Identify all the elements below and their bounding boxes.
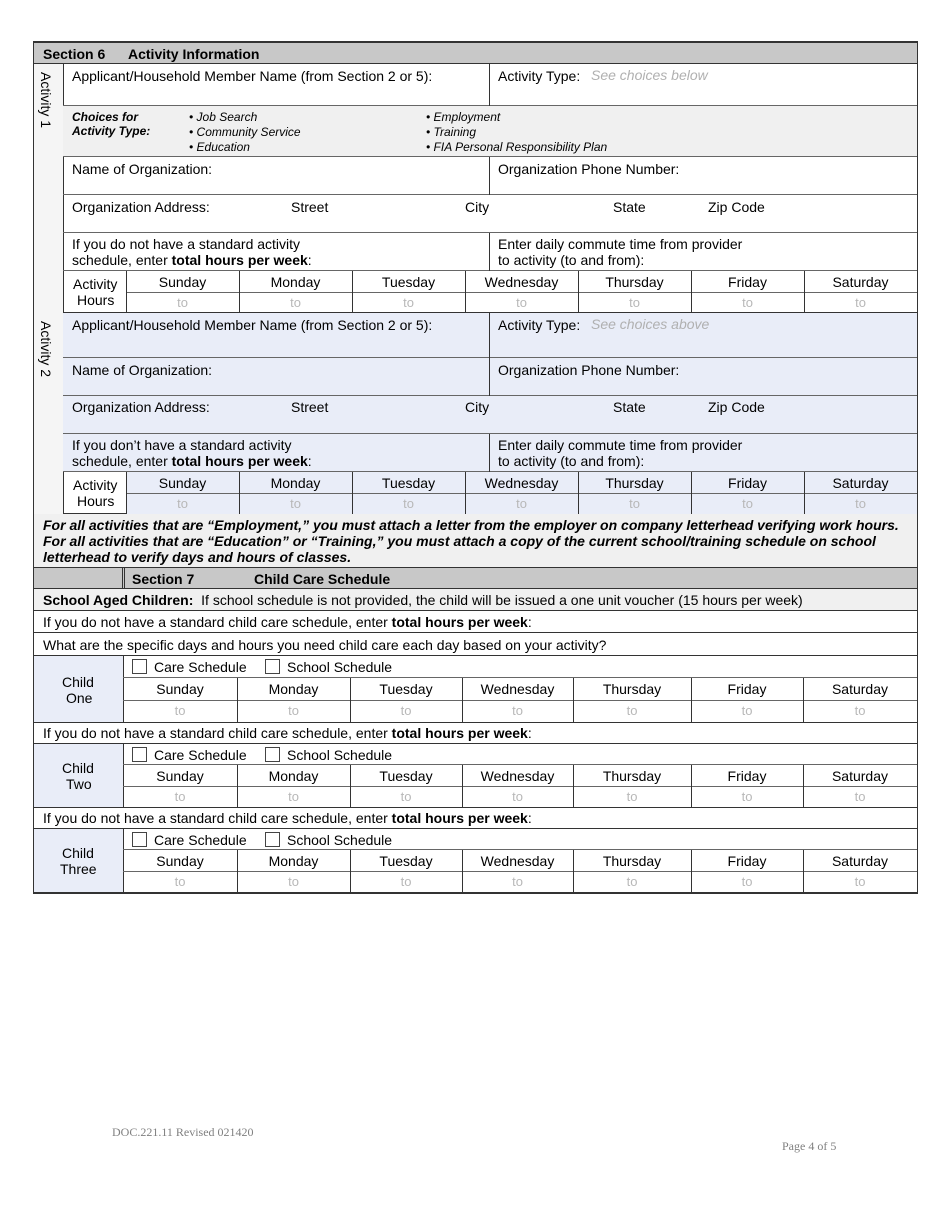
child-two-schedule bbox=[123, 744, 917, 808]
activity1-hours-label-1: Activity bbox=[73, 276, 118, 292]
section7-title: Child Care Schedule bbox=[254, 571, 391, 587]
section7-number: Section 7 bbox=[132, 571, 195, 587]
attachment-notice bbox=[34, 514, 917, 568]
c1-hours-friday-input[interactable]: to bbox=[741, 703, 753, 718]
section6-number: Section 6 bbox=[43, 46, 106, 62]
activity2-org-row bbox=[63, 358, 917, 396]
a2-hours-wednesday-input[interactable]: to bbox=[516, 496, 527, 511]
child-one-schedule bbox=[123, 656, 917, 723]
activity1-zip-label: Zip Code bbox=[708, 199, 765, 215]
c2-day-tuesday: Tuesday bbox=[379, 768, 433, 784]
child-care-hours-note: If you do not have a standard child care schedule, enter total hours per week: bbox=[43, 614, 532, 630]
child-one-school-schedule-checkbox[interactable]: School Schedule bbox=[265, 659, 392, 675]
activity1-org-name-label: Name of Organization: bbox=[72, 161, 213, 177]
activity2-member-row bbox=[63, 313, 917, 358]
c2-hours-monday-input[interactable]: to bbox=[288, 789, 299, 804]
a1-hours-tuesday-input[interactable]: to bbox=[403, 295, 414, 310]
c1-day-wednesday: Wednesday bbox=[480, 681, 555, 697]
activity2-hours-note-1: If you don’t have a standard activity bbox=[72, 437, 292, 453]
child-one-hours-note: If you do not have a standard child care schedule, enter total hours per week: bbox=[43, 725, 532, 741]
c3-day-thursday: Thursday bbox=[602, 853, 662, 869]
activity2-hours-grid bbox=[63, 472, 917, 514]
c3-hours-saturday-input[interactable]: to bbox=[854, 874, 866, 889]
c3-day-tuesday: Tuesday bbox=[379, 853, 433, 869]
a2-hours-thursday-input[interactable]: to bbox=[629, 496, 640, 511]
activity2-hours-note-row bbox=[63, 434, 917, 472]
child-one-label-1: Child bbox=[62, 674, 94, 690]
c1-hours-thursday-input[interactable]: to bbox=[626, 703, 638, 718]
activity1-hours-note-2: schedule, enter total hours per week: bbox=[72, 252, 312, 268]
choice-job-search: • Job Search bbox=[189, 110, 258, 124]
activity1-activity-type-input[interactable]: See choices below bbox=[591, 67, 708, 83]
c2-hours-saturday-input[interactable]: to bbox=[854, 789, 866, 804]
a2-day-wednesday: Wednesday bbox=[484, 475, 559, 491]
section6-header bbox=[34, 42, 917, 64]
c3-day-sunday: Sunday bbox=[156, 853, 204, 869]
a2-day-thursday: Thursday bbox=[605, 475, 664, 491]
a1-day-saturday: Saturday bbox=[832, 274, 889, 290]
school-aged-text: School Aged Children: If school schedule is not provided, the child will be issued a one unit voucher (15 hours per week) bbox=[43, 592, 803, 608]
activity1-city-label: City bbox=[465, 199, 490, 215]
a1-day-thursday: Thursday bbox=[605, 274, 664, 290]
a1-day-tuesday: Tuesday bbox=[381, 274, 436, 290]
c2-day-monday: Monday bbox=[268, 768, 319, 784]
child-care-question: What are the specific days and hours you need child care each day based on your activity? bbox=[43, 637, 607, 653]
activity1-street-label: Street bbox=[291, 199, 329, 215]
notice-line-3: letterhead to verify days and hours of classes. bbox=[43, 549, 352, 565]
activity2-hours-label-2: Hours bbox=[77, 493, 115, 509]
child-three-schedule bbox=[123, 829, 917, 893]
choices-label-1: Choices for bbox=[72, 110, 139, 124]
a2-day-saturday: Saturday bbox=[832, 475, 889, 491]
a1-hours-thursday-input[interactable]: to bbox=[629, 295, 640, 310]
c2-hours-sunday-input[interactable]: to bbox=[174, 789, 186, 804]
c3-hours-sunday-input[interactable]: to bbox=[174, 874, 186, 889]
c2-day-saturday: Saturday bbox=[831, 768, 889, 784]
activity2-label: Activity 2 bbox=[38, 321, 54, 378]
c2-day-thursday: Thursday bbox=[602, 768, 662, 784]
choice-employment: • Employment bbox=[426, 110, 501, 124]
a1-hours-monday-input[interactable]: to bbox=[290, 295, 301, 310]
child-one-label-2: One bbox=[66, 690, 93, 706]
c1-hours-saturday-input[interactable]: to bbox=[854, 703, 866, 718]
a1-day-sunday: Sunday bbox=[158, 274, 207, 290]
activity2-state-label: State bbox=[613, 399, 646, 415]
c2-day-friday: Friday bbox=[727, 768, 767, 784]
a2-hours-tuesday-input[interactable]: to bbox=[403, 496, 414, 511]
activity1-side-label-cell bbox=[34, 64, 63, 313]
choices-label-2: Activity Type: bbox=[72, 124, 151, 138]
section7-header bbox=[34, 568, 917, 589]
activity2-city-label: City bbox=[465, 399, 490, 415]
a2-day-tuesday: Tuesday bbox=[381, 475, 436, 491]
activity1-address-row bbox=[63, 195, 917, 233]
activity2-zip-label: Zip Code bbox=[708, 399, 765, 415]
child-two-hours-note: If you do not have a standard child care schedule, enter total hours per week: bbox=[43, 810, 532, 826]
activity1-activity-type-label: Activity Type: bbox=[498, 68, 581, 84]
activity1-day-cells bbox=[126, 271, 917, 313]
activity1-choices-row bbox=[63, 106, 917, 157]
activity2-activity-type-input[interactable]: See choices above bbox=[591, 316, 710, 332]
activity2-address-label: Organization Address: bbox=[72, 399, 210, 415]
child-care-hours-note-row bbox=[34, 611, 917, 633]
a1-hours-friday-input[interactable]: to bbox=[742, 295, 753, 310]
notice-line-1: For all activities that are “Employment,” you must attach a letter from the employer on company letterhead verifying work hours. bbox=[43, 517, 899, 533]
activity1-hours-note-row bbox=[63, 233, 917, 271]
c1-day-saturday: Saturday bbox=[831, 681, 889, 697]
a1-hours-saturday-input[interactable]: to bbox=[855, 295, 866, 310]
a1-day-monday: Monday bbox=[270, 274, 321, 290]
notice-line-2: For all activities that are “Education” or “Training,” you must attach a copy of the current school/training schedule on school bbox=[43, 533, 876, 549]
c3-hours-friday-input[interactable]: to bbox=[741, 874, 753, 889]
activity2-side-label-cell bbox=[34, 313, 63, 514]
child-three-label-cell bbox=[34, 829, 123, 893]
activity1-member-row bbox=[63, 64, 917, 106]
choice-fia-plan: • FIA Personal Responsibility Plan bbox=[426, 140, 608, 154]
activity1-address-label: Organization Address: bbox=[72, 199, 210, 215]
school-aged-row bbox=[34, 589, 917, 611]
a2-day-monday: Monday bbox=[270, 475, 321, 491]
activity2-commute-1: Enter daily commute time from provider bbox=[498, 437, 743, 453]
activity2-commute-2: to activity (to and from): bbox=[498, 453, 645, 469]
c3-hours-wednesday-input[interactable]: to bbox=[512, 874, 523, 889]
child-three-school-schedule-checkbox[interactable]: School Schedule bbox=[265, 832, 392, 848]
c1-hours-monday-input[interactable]: to bbox=[288, 703, 299, 718]
c2-day-wednesday: Wednesday bbox=[480, 768, 555, 784]
child-two-label-2: Two bbox=[66, 776, 92, 792]
activity1-state-label: State bbox=[613, 199, 646, 215]
activity2-member-name-label: Applicant/Household Member Name (from Section 2 or 5): bbox=[72, 317, 433, 333]
child-one-care-schedule-checkbox[interactable]: Care Schedule bbox=[132, 659, 247, 675]
child-care-question-row bbox=[34, 633, 917, 656]
activity1-member-name-label: Applicant/Household Member Name (from Section 2 or 5): bbox=[72, 68, 433, 84]
child-two-hours-note-row bbox=[34, 808, 917, 829]
activity2-hours-label-1: Activity bbox=[73, 477, 118, 493]
c3-day-saturday: Saturday bbox=[831, 853, 889, 869]
child-two-care-schedule-checkbox[interactable]: Care Schedule bbox=[132, 747, 247, 763]
doc-id: DOC.221.11 Revised 021420 bbox=[112, 1125, 254, 1139]
choice-education: • Education bbox=[189, 140, 250, 154]
a1-day-wednesday: Wednesday bbox=[484, 274, 559, 290]
a1-hours-wednesday-input[interactable]: to bbox=[516, 295, 527, 310]
child-three-label-1: Child bbox=[62, 845, 94, 861]
child-two-label-cell bbox=[34, 744, 123, 808]
c1-day-sunday: Sunday bbox=[156, 681, 204, 697]
c3-hours-monday-input[interactable]: to bbox=[288, 874, 299, 889]
child-one-label-cell bbox=[34, 656, 123, 723]
activity2-hours-note-2: schedule, enter total hours per week: bbox=[72, 453, 312, 469]
c1-day-monday: Monday bbox=[268, 681, 319, 697]
a2-day-friday: Friday bbox=[728, 475, 767, 491]
activity2-day-cells bbox=[126, 472, 917, 514]
activity2-org-phone-label: Organization Phone Number: bbox=[498, 362, 680, 378]
activity1-hours-note-1: If you do not have a standard activity bbox=[72, 236, 301, 252]
activity1-org-phone-label: Organization Phone Number: bbox=[498, 161, 680, 177]
choice-training: • Training bbox=[426, 125, 477, 139]
activity1-org-row bbox=[63, 157, 917, 195]
c1-hours-sunday-input[interactable]: to bbox=[174, 703, 186, 718]
c1-day-tuesday: Tuesday bbox=[379, 681, 433, 697]
c3-day-wednesday: Wednesday bbox=[480, 853, 555, 869]
c2-hours-friday-input[interactable]: to bbox=[741, 789, 753, 804]
activity2-address-row bbox=[63, 396, 917, 434]
activity1-label: Activity 1 bbox=[38, 72, 54, 129]
a2-hours-monday-input[interactable]: to bbox=[290, 496, 301, 511]
c3-hours-tuesday-input[interactable]: to bbox=[400, 874, 412, 889]
child-two-school-schedule-checkbox[interactable]: School Schedule bbox=[265, 747, 392, 763]
child-one-hours-note-row bbox=[34, 723, 917, 744]
c1-hours-wednesday-input[interactable]: to bbox=[512, 703, 523, 718]
choice-community-service: • Community Service bbox=[189, 125, 301, 139]
child-three-label-2: Three bbox=[60, 861, 97, 877]
c3-hours-thursday-input[interactable]: to bbox=[626, 874, 638, 889]
activity1-hours-grid bbox=[63, 271, 917, 313]
c2-day-sunday: Sunday bbox=[156, 768, 204, 784]
a1-day-friday: Friday bbox=[728, 274, 767, 290]
c1-day-friday: Friday bbox=[727, 681, 767, 697]
child-two-label-1: Child bbox=[62, 760, 94, 776]
c3-day-monday: Monday bbox=[268, 853, 319, 869]
c3-day-friday: Friday bbox=[727, 853, 767, 869]
activity2-street-label: Street bbox=[291, 399, 329, 415]
activity1-commute-2: to activity (to and from): bbox=[498, 252, 645, 268]
a2-hours-friday-input[interactable]: to bbox=[742, 496, 753, 511]
a2-hours-saturday-input[interactable]: to bbox=[855, 496, 866, 511]
a1-hours-sunday-input[interactable]: to bbox=[177, 295, 188, 310]
c2-hours-tuesday-input[interactable]: to bbox=[400, 789, 412, 804]
activity2-activity-type-label: Activity Type: bbox=[498, 317, 581, 333]
activity1-commute-1: Enter daily commute time from provider bbox=[498, 236, 743, 252]
child-three-care-schedule-checkbox[interactable]: Care Schedule bbox=[132, 832, 247, 848]
a2-day-sunday: Sunday bbox=[158, 475, 207, 491]
activity1-hours-label-2: Hours bbox=[77, 292, 115, 308]
activity2-org-name-label: Name of Organization: bbox=[72, 362, 213, 378]
section6-title: Activity Information bbox=[128, 46, 260, 62]
page-number: Page 4 of 5 bbox=[782, 1139, 837, 1153]
c1-hours-tuesday-input[interactable]: to bbox=[400, 703, 412, 718]
c2-hours-thursday-input[interactable]: to bbox=[626, 789, 638, 804]
c1-day-thursday: Thursday bbox=[602, 681, 662, 697]
a2-hours-sunday-input[interactable]: to bbox=[177, 496, 188, 511]
c2-hours-wednesday-input[interactable]: to bbox=[512, 789, 523, 804]
